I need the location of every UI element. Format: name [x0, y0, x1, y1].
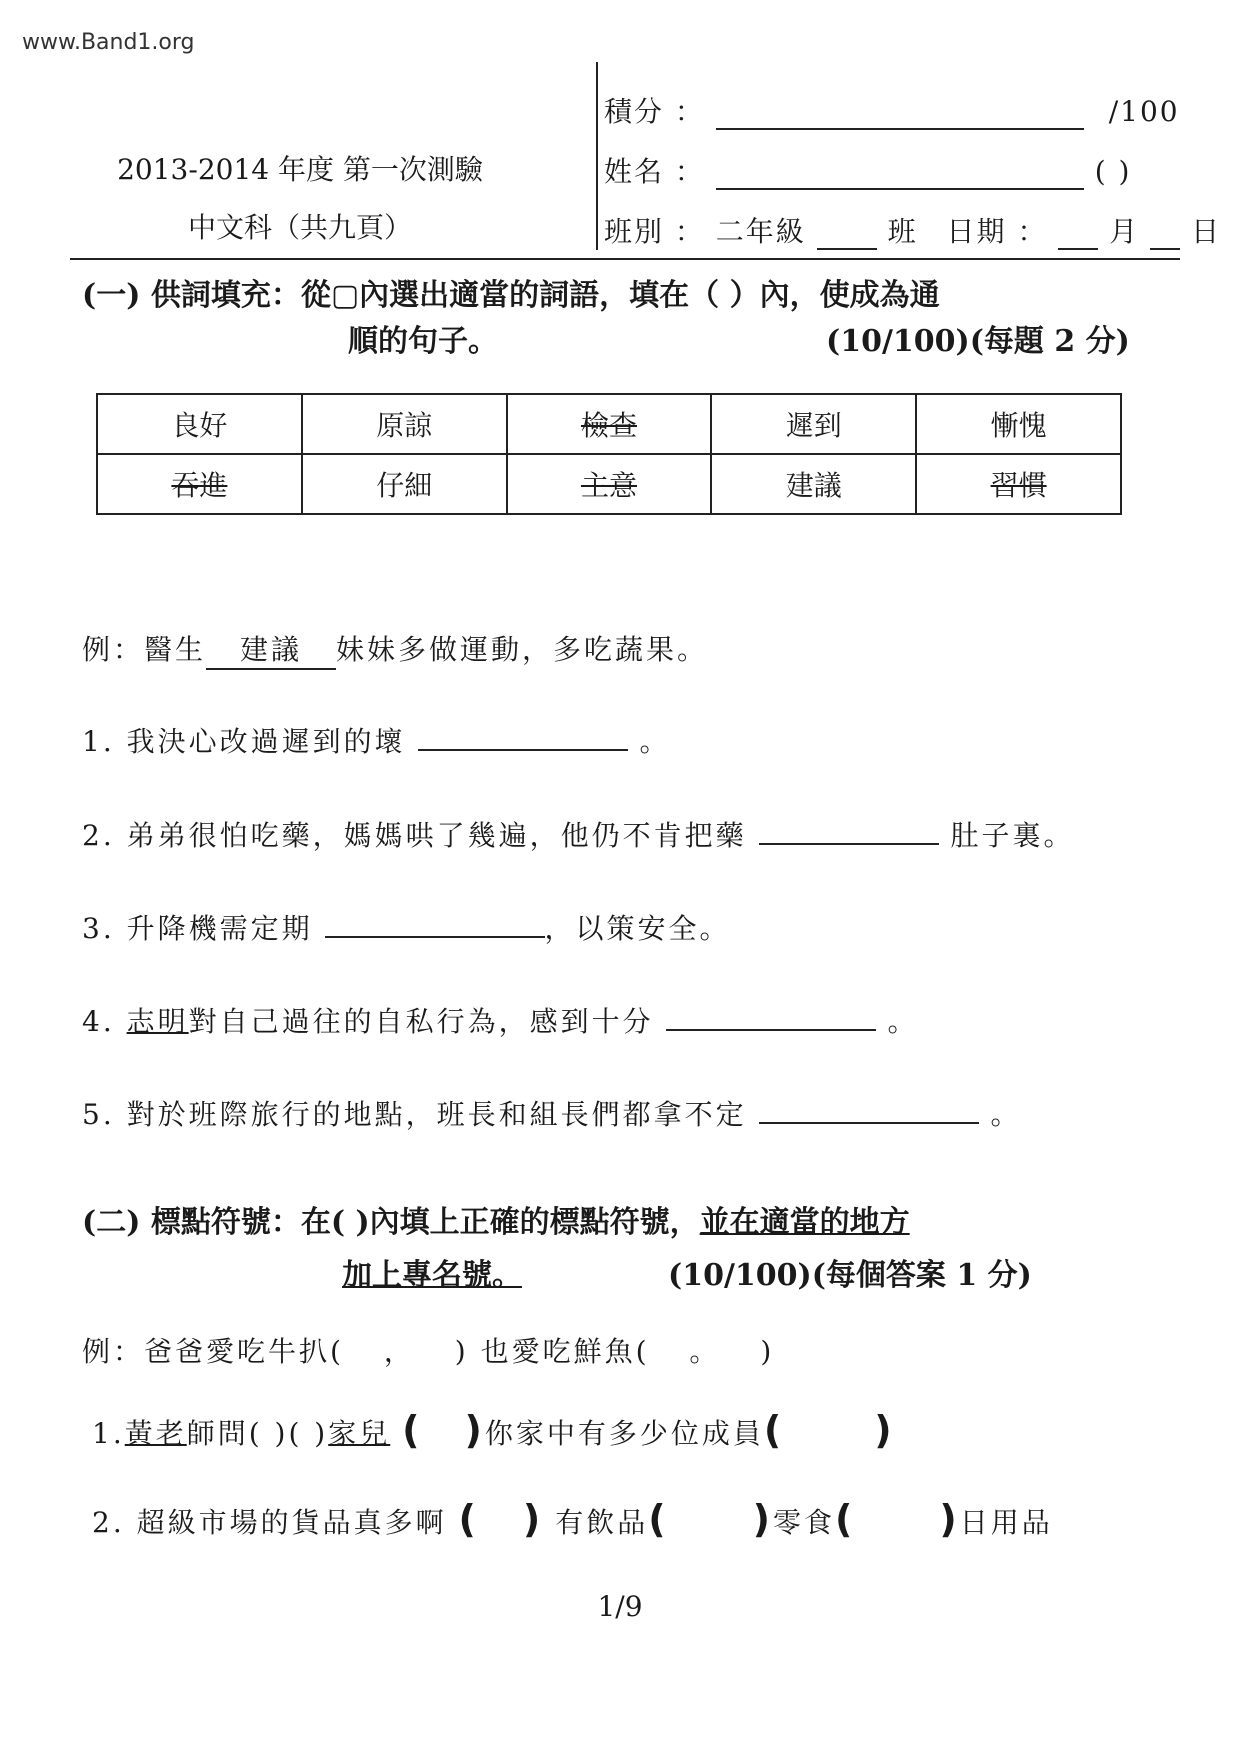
q4-proper-name: 志明	[126, 1005, 189, 1038]
q1-answer-blank[interactable]	[418, 721, 628, 751]
q4-end: 。	[887, 1005, 919, 1038]
day-label: 日	[1191, 215, 1222, 248]
question-5	[82, 1093, 1021, 1133]
example2-period: 。	[689, 1335, 721, 1368]
q5-answer-blank[interactable]	[759, 1094, 979, 1124]
site-url: www.Band1.org	[22, 30, 195, 55]
question-3	[82, 907, 731, 947]
paren-close: )	[522, 1497, 544, 1541]
pq2-paren-slot-3[interactable]	[835, 1497, 960, 1541]
pq2-text-d: 日用品	[959, 1506, 1053, 1539]
day-field[interactable]	[1150, 248, 1180, 250]
example-suffix: 妹妹多做運動，多吃蔬果。	[336, 633, 709, 666]
example2-b: ) 也愛吃鮮魚(	[454, 1335, 650, 1368]
header-divider	[596, 62, 598, 250]
paren-open: (	[458, 1497, 479, 1541]
name-field[interactable]	[716, 188, 1084, 190]
class-label: 班別 ： 二年級	[604, 215, 806, 248]
pq1-proper-name-2: 家兒	[328, 1417, 391, 1450]
q3-text: 3. 升降機需定期	[82, 912, 313, 945]
word-cell: 遲到	[711, 394, 916, 454]
q4-number: 4.	[82, 1005, 115, 1038]
q2-end: 肚子裏。	[950, 819, 1075, 852]
pq2-text-a: 2. 超級市場的貨品真多啊	[92, 1506, 447, 1539]
date-label: 日期 ：	[946, 215, 1048, 248]
score-label: 積分 ：	[604, 95, 705, 128]
word-cell-crossed: 檢查	[507, 394, 712, 454]
word-bank-table	[96, 393, 1122, 515]
class-field[interactable]	[817, 248, 877, 250]
class-number-field[interactable]: ( )	[1094, 155, 1132, 188]
class-row	[604, 210, 1221, 250]
class-suffix: 班	[887, 215, 918, 248]
q1-end: 。	[639, 725, 671, 758]
q3-end: ，以策安全。	[544, 912, 731, 945]
month-field[interactable]	[1058, 248, 1098, 250]
word-cell: 原諒	[302, 394, 507, 454]
section1-title: (一) 供詞填充：從▢內選出適當的詞語，填在（ ）內，使成為通	[82, 278, 940, 313]
name-label: 姓名 ：	[604, 155, 705, 188]
paren-close: )	[752, 1497, 773, 1541]
section2-title-cont: 加上專名號。	[342, 1258, 522, 1293]
example2-a: 例：爸爸愛吃牛扒(	[82, 1335, 344, 1368]
paren-open: (	[834, 1497, 856, 1541]
word-cell-crossed: 主意	[507, 454, 712, 514]
pq1-text-a: 師問( )( )	[186, 1417, 329, 1450]
q5-text: 5. 對於班際旅行的地點，班長和組長們都拿不定	[82, 1098, 747, 1131]
q1-text: 1. 我決心改過遲到的壞	[82, 725, 406, 758]
exam-title: 2013-2014 年度 第一次測驗	[117, 153, 483, 186]
section1-score: (10/100)(每題 2 分)	[826, 324, 1130, 359]
pq2-paren-slot-2[interactable]	[648, 1497, 773, 1541]
question-4	[82, 1000, 918, 1040]
exam-subtitle: 中文科（共九頁）	[187, 211, 412, 244]
example-prefix: 例：醫生	[82, 633, 207, 666]
score-field[interactable]	[716, 128, 1084, 130]
section2-title	[82, 1197, 910, 1241]
score-row	[604, 90, 1180, 130]
pq1-paren-slot[interactable]	[402, 1408, 485, 1452]
paren-close: )	[874, 1408, 895, 1452]
word-cell: 建議	[711, 454, 916, 514]
word-cell-crossed: 習慣	[916, 454, 1121, 514]
q4-text: 對自己過往的自私行為，感到十分	[188, 1005, 654, 1038]
pq2-text-b: 有飲品	[555, 1506, 649, 1539]
pq1-proper-name: 黃老	[124, 1417, 187, 1450]
pq2-text-c: 零食	[772, 1506, 835, 1539]
paren-open: (	[648, 1497, 669, 1541]
pq1-paren-slot-end[interactable]	[764, 1408, 895, 1452]
q5-end: 。	[990, 1098, 1022, 1131]
punct-question-1	[92, 1408, 895, 1452]
page-number: 1/9	[597, 1590, 643, 1623]
q2-answer-blank[interactable]	[759, 815, 939, 845]
word-cell: 慚愧	[916, 394, 1121, 454]
section2-score: (10/100)(每個答案 1 分)	[668, 1258, 1032, 1293]
example2-comma: ，	[383, 1335, 415, 1368]
name-row	[604, 150, 1131, 190]
pq1-number: 1.	[92, 1417, 125, 1450]
section2-title-underlined: 並在適當的地方	[699, 1205, 910, 1240]
section2-example	[82, 1330, 774, 1370]
pq1-text-c: 你家中有多少位成員	[484, 1417, 764, 1450]
paren-close: )	[939, 1497, 960, 1541]
q4-answer-blank[interactable]	[666, 1001, 876, 1031]
question-1	[82, 720, 670, 760]
example2-c: )	[760, 1335, 775, 1368]
month-label: 月	[1109, 215, 1140, 248]
question-2	[82, 814, 1074, 854]
paren-close: )	[464, 1408, 485, 1452]
word-cell-crossed: 吞進	[97, 454, 302, 514]
q2-text: 2. 弟弟很怕吃藥，媽媽哄了幾遍，他仍不肯把藥	[82, 819, 747, 852]
header-rule	[70, 258, 1180, 260]
section1-example	[82, 628, 708, 670]
punct-question-2	[92, 1497, 1053, 1541]
word-cell: 仔細	[302, 454, 507, 514]
paren-open: (	[402, 1408, 423, 1452]
score-total: /100	[1108, 95, 1180, 128]
example-answer: 建議	[206, 628, 336, 670]
pq2-paren-slot-1[interactable]	[459, 1497, 544, 1541]
word-cell: 良好	[97, 394, 302, 454]
q3-answer-blank[interactable]	[325, 908, 545, 938]
section1-title-cont: 順的句子。	[348, 324, 498, 359]
paren-open: (	[763, 1408, 785, 1452]
section2-title-text: (二) 標點符號：在( )內填上正確的標點符號，	[82, 1205, 700, 1240]
